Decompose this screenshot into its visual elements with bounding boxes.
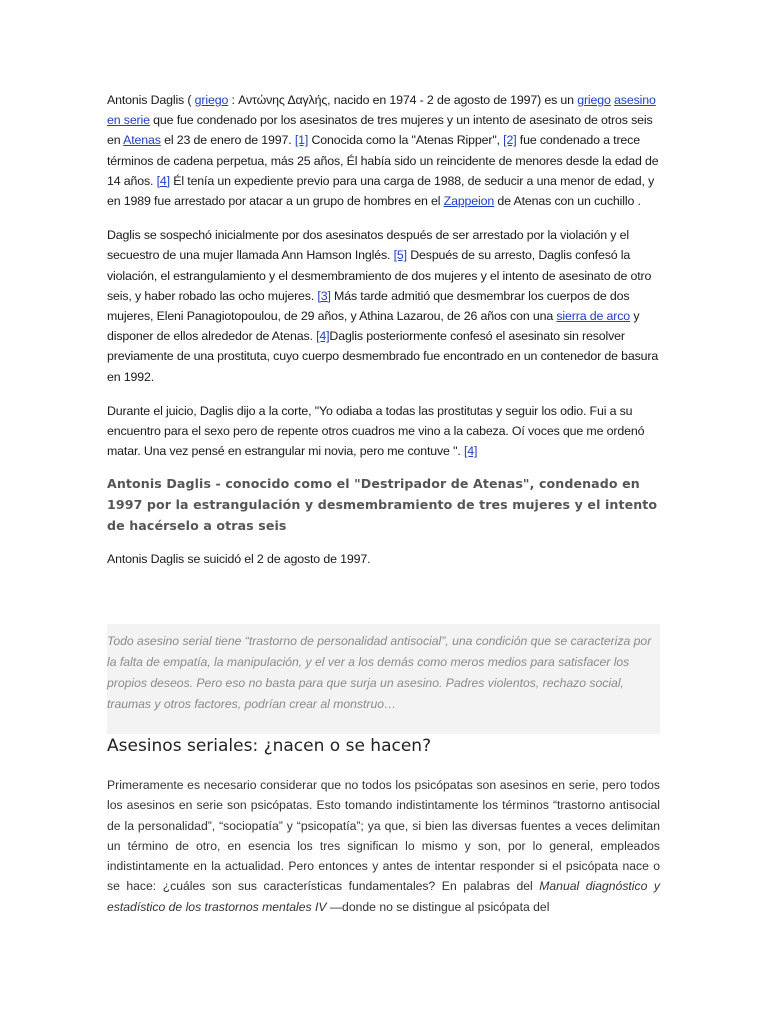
link-sierra-de-arco[interactable]: sierra de arco <box>556 309 631 324</box>
text-span: Después de su arresto, Daglis confesó la violación, el estrangulamiento y el desmembramiento de dos mujeres y el intento de asesinato de otro seis, y haber robado las ocho mujeres. <box>107 248 652 303</box>
italic-title: Manual diagnóstico y estadístico de los trastornos mentales IV <box>107 879 660 914</box>
text-span: fue condenado a trece términos de cadena perpetua, más 25 años, Él había sido un reincidente de menores desde la edad de 14 años. <box>107 133 659 188</box>
text-span: y disponer de ellos alrededor de Atenas. <box>107 309 640 344</box>
link-griego[interactable]: griego <box>194 93 229 107</box>
text-span: de Atenas con un cuchillo . <box>494 194 641 209</box>
text-span: Más tarde admitió que desmembrar los cuerpos de dos mujeres, Eleni Panagiotopoulou, de 29 años, y Athina Lazarou, de 26 años con una <box>107 288 630 324</box>
paragraph-death: Antonis Daglis se suicidó el 2 de agosto de 1997. <box>107 552 371 567</box>
text-span: que fue condenado por los asesinatos de tres mujeres y un intento de asesinato de otros seis en <box>107 113 653 148</box>
link-atenas[interactable]: Atenas <box>123 133 161 148</box>
ref-link-5[interactable]: [5] <box>393 248 407 263</box>
link-asesino-en-serie[interactable]: asesino en serie <box>107 93 656 128</box>
ref-link-4c[interactable]: [4] <box>463 444 478 459</box>
section-body <box>107 775 660 917</box>
ref-link-4b[interactable]: [4] <box>316 329 330 344</box>
text-span: Él tenía un expediente previo para una carga de 1988, de seducir a una menor de edad, y en 1989 fue arrestado por atacar a un grupo de hombres en el <box>107 173 655 209</box>
text-span: el 23 de enero de 1997. <box>160 133 295 148</box>
text-span: Durante el juicio, Daglis dijo a la corte, "Yo odiaba a todas las prostitutas y seguir los odio. Fui a su encuentro para el sexo pero de repente otros cuadros me vino a la cabeza. Oí voces que me ordenó matar. Una vez pensé en estrangular mi novia, pero me contuve ". <box>107 403 645 459</box>
text-span: : Αντώνης Δαγλής, nacido en 1974 - 2 de agosto de 1997) es un <box>228 93 578 107</box>
ref-link-2[interactable]: [2] <box>503 133 517 148</box>
article-top <box>107 90 660 569</box>
text-span: Daglis posteriormente confesó el asesinato sin resolver previamente de una prostituta, cuyo cuerpo desmembrado fue encontrado en un contenedor de basura en 1992. <box>107 329 659 384</box>
text-span: Daglis se sospechó inicialmente por dos asesinatos después de ser arrestado por la violación y el secuestro de una mujer llamada Ann Hamson Inglés. <box>107 228 629 263</box>
link-griego-2[interactable]: griego <box>577 93 611 107</box>
paragraph-intro <box>107 90 660 211</box>
text-span: Conocida como la "Atenas Ripper", <box>308 133 504 148</box>
pull-quote: Todo asesino serial tiene “trastorno de personalidad antisocial”, una condición que se caracteriza por la falta de empatía, la manipulación, y el ver a los demás como meros medios para satisfacer los propios deseos. Pero eso no basta para que surja un asesino. Padres violentos, rechazo social, traumas y otros factores, podrían crear al monstruo… <box>107 634 652 711</box>
text-span: —donde no se distingue al psicópata del <box>326 899 550 914</box>
text-span: Antonis Daglis ( <box>107 93 195 107</box>
ref-link-1[interactable]: [1] <box>294 133 309 148</box>
ref-link-4[interactable]: [4] <box>156 173 170 188</box>
link-zappeion[interactable]: Zappeion <box>443 194 495 209</box>
section-title: Asesinos seriales: ¿nacen o se hacen? <box>107 736 432 756</box>
paragraph-arrest <box>107 225 660 387</box>
paragraph-trial <box>107 401 660 462</box>
text-span: Primeramente es necesario considerar que no todos los psicópatas son asesinos en serie, pero todos los asesinos en serie son psicópatas. Esto tomando indistintamente los términos “trastorno antisocial de la personalidad”, “sociopatía” y “psicopatía”; ya que, si bien las diversas fuentes a veces delimitan un término de otro, en esencia los tres significan lo mismo y son, por lo general, empleados indistintamente en la actualidad. Pero entonces y antes de intentar responder si el psicópata nace o se hace: ¿cuáles son sus características fundamentales? En palabras del <box>107 778 660 894</box>
ref-link-3[interactable]: [3] <box>317 288 331 303</box>
bold-heading: Antonis Daglis - conocido como el "Destripador de Atenas", condenado en 1997 por la estrangulación y desmembramiento de tres mujeres y el intento de hacérselo a otras seis <box>107 476 658 534</box>
